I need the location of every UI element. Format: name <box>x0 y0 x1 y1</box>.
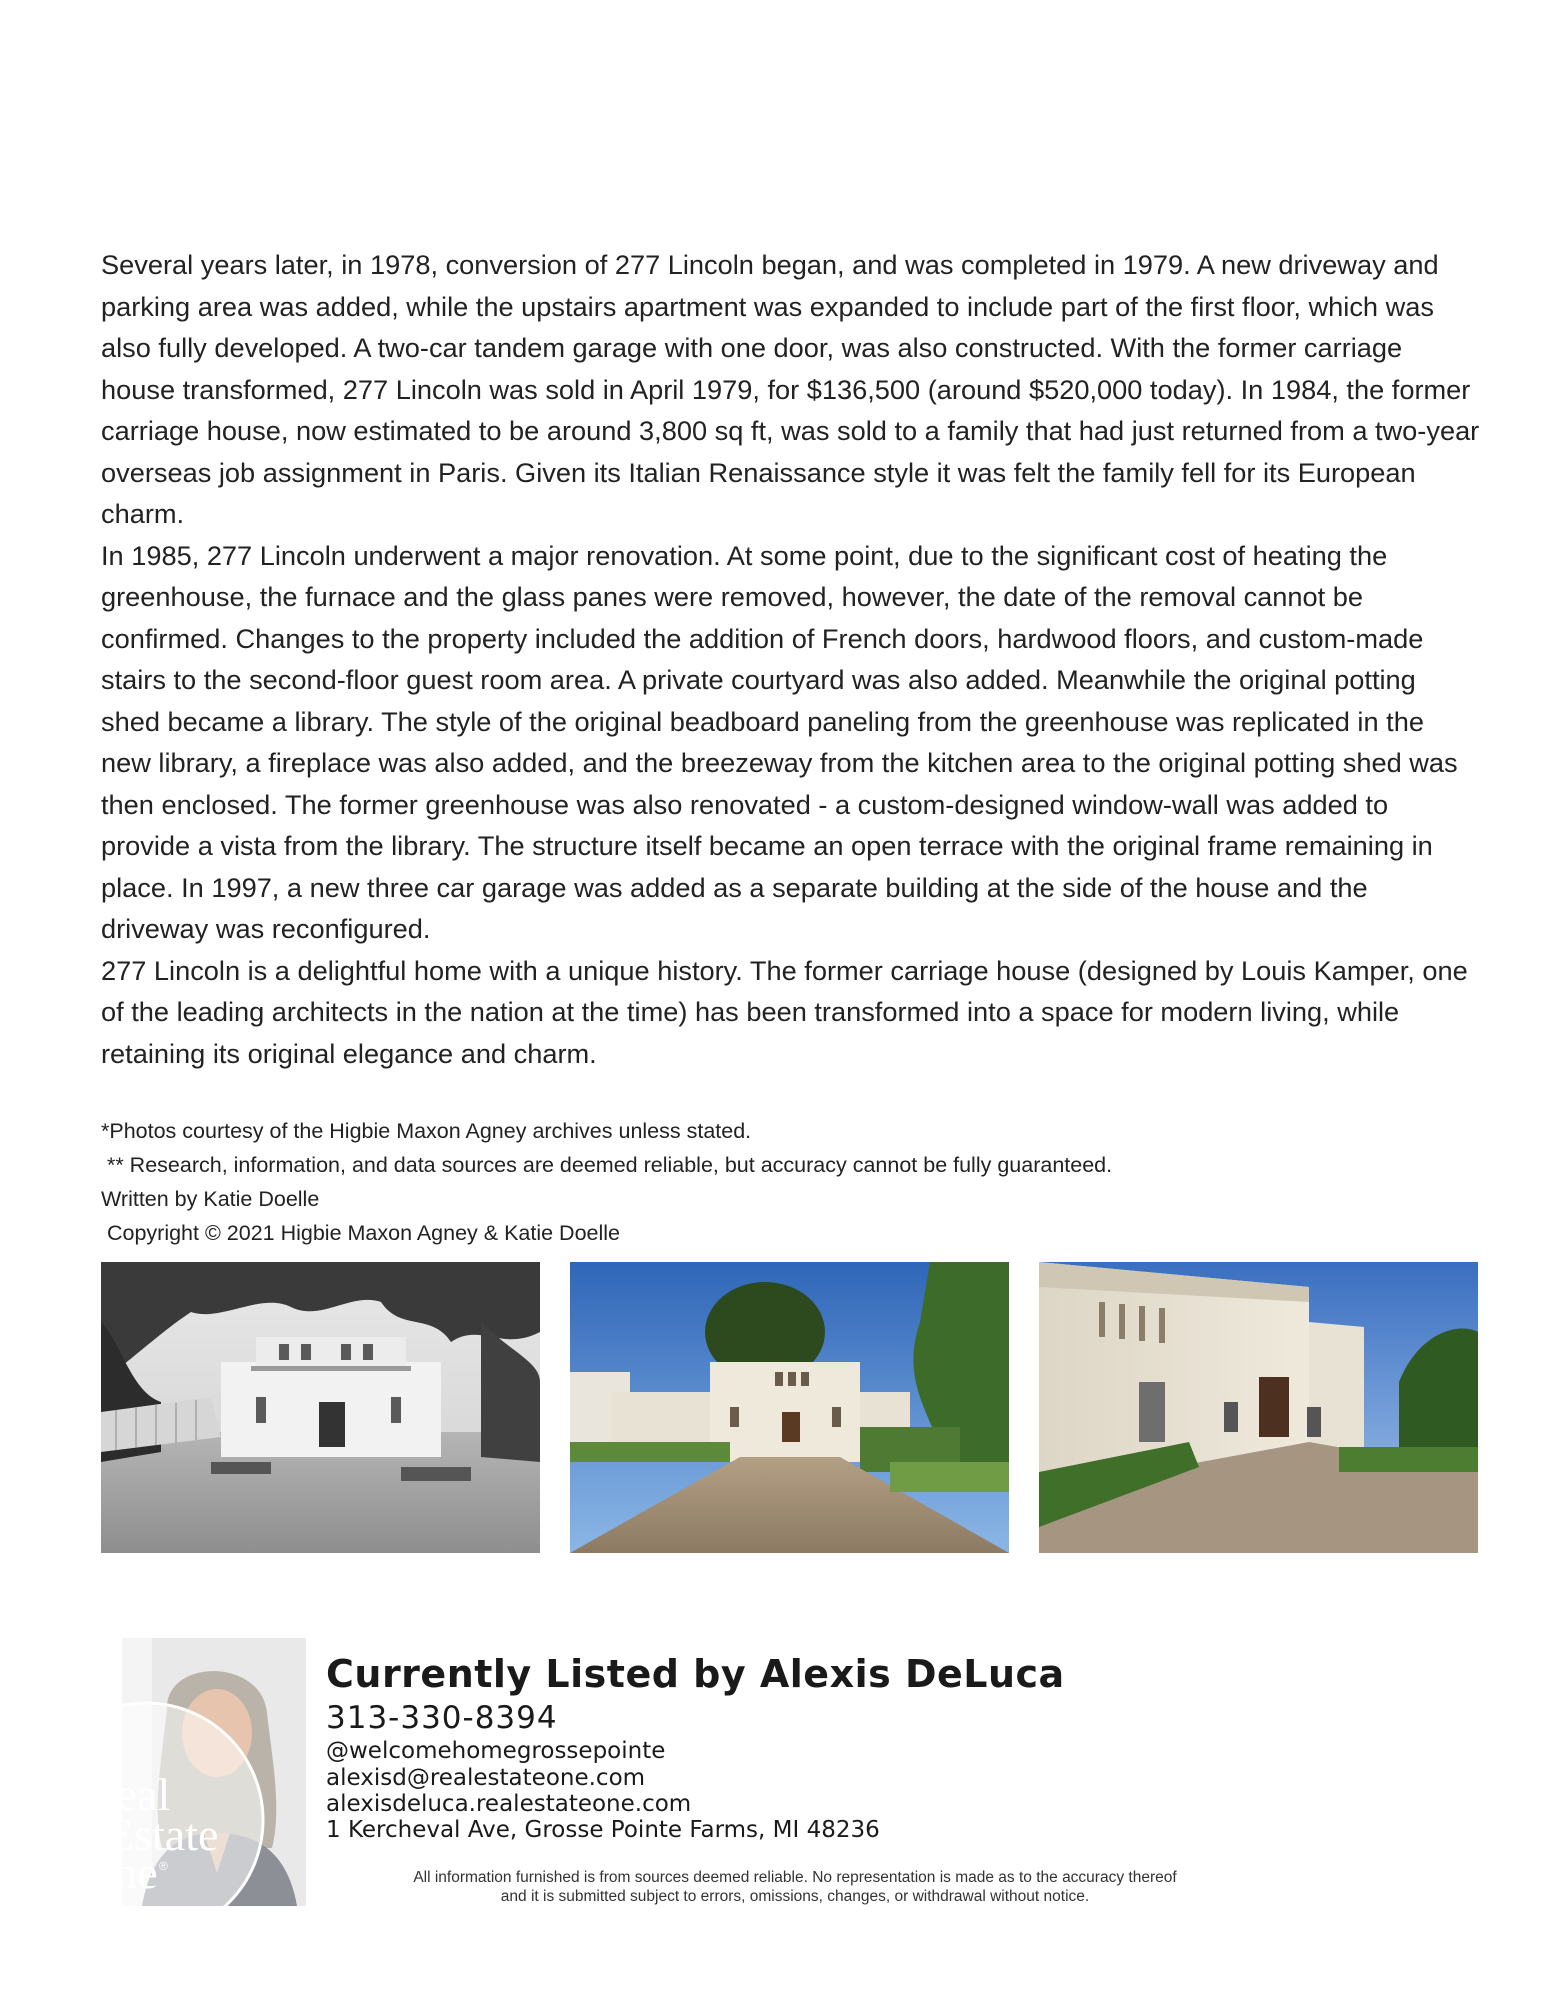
author-note: Written by Katie Doelle <box>101 1187 320 1211</box>
carriage-house-driveway-photo <box>570 1262 1009 1553</box>
logo-word-real: Real <box>86 1769 171 1820</box>
copyright-note: Copyright © 2021 Higbie Maxon Agney & Katie Doelle <box>101 1221 621 1245</box>
photo-credit-note: *Photos courtesy of the Higbie Maxon Agney archives unless stated. <box>101 1119 752 1143</box>
legal-disclaimer <box>330 1868 1260 1906</box>
article-paragraph: In 1985, 277 Lincoln underwent a major renovation. At some point, due to the significant cost of heating the greenhouse, the furnace and the glass panes were removed, however, the date of the removal cannot be confirmed. Changes to the property included the addition of French doors, hardwood floors, and custom-made stairs to the second-floor guest room area. A private courtyard was also added. Meanwhile the original potting shed became a library. The style of the original beadboard paneling from the greenhouse was replicated in the new library, a fireplace was also added, and the breezeway from the kitchen area to the original potting shed was then enclosed. The former greenhouse was also renovated - a custom-designed window-wall was added to provide a vista from the library. The structure itself became an open terrace with the original frame remaining in place. In 1997, a new three car garage was added as a separate building at the side of the house and the driveway was reconfigured. <box>101 539 1458 944</box>
agent-social-handle[interactable]: @welcomehomegrossepointe <box>326 1738 666 1764</box>
registered-mark: ® <box>159 1859 168 1873</box>
logo-word-estate: Estate <box>106 1809 219 1860</box>
article-paragraph: Several years later, in 1978, conversion of 277 Lincoln began, and was completed in 1979. A new driveway and parking area was added, while the upstairs apartment was expanded to include part of the first floor, which was also fully developed. A two-car tandem garage with one door, was also constructed. With the former carriage house transformed, 277 Lincoln was sold in April 1979, for $136,500 (around $520,000 today). In 1984, the former carriage house, now estimated to be around 3,800 sq ft, was sold to a family that had just returned from a two-year overseas job assignment in Paris. Given its Italian Renaissance style it was felt the family fell for its European charm. <box>101 249 1480 529</box>
real-estate-one-logo <box>26 1700 266 1940</box>
article-paragraph: 277 Lincoln is a delightful home with a unique history. The former carriage house (designed by Louis Kamper, one of the leading architects in the nation at the time) has been transformed into a space for modern living, while retaining its original elegance and charm. <box>101 954 1468 1069</box>
listing-title: Currently Listed by Alexis DeLuca <box>326 1652 1065 1696</box>
article-body <box>101 244 1481 1074</box>
research-note: ** Research, information, and data sources are deemed reliable, but accuracy cannot be fully guaranteed. <box>101 1153 1113 1177</box>
disclaimer-line: and it is submitted subject to errors, omissions, changes, or withdrawal without notice. <box>500 1888 1090 1905</box>
agent-website-link[interactable]: alexisdeluca.realestateone.com <box>326 1791 692 1817</box>
agent-phone-link[interactable]: 313-330-8394 <box>326 1700 558 1736</box>
office-address: 1 Kercheval Ave, Grosse Pointe Farms, MI 48236 <box>326 1817 880 1843</box>
carriage-house-entrance-photo <box>1039 1262 1478 1553</box>
historic-carriage-house-photo <box>101 1262 540 1553</box>
agent-email-link[interactable]: alexisd@realestateone.com <box>326 1765 646 1791</box>
credits-notes <box>101 1114 1401 1250</box>
disclaimer-line: All information furnished is from sources deemed reliable. No representation is made as to the accuracy thereof <box>413 1869 1177 1886</box>
logo-word-one: One <box>81 1847 158 1898</box>
